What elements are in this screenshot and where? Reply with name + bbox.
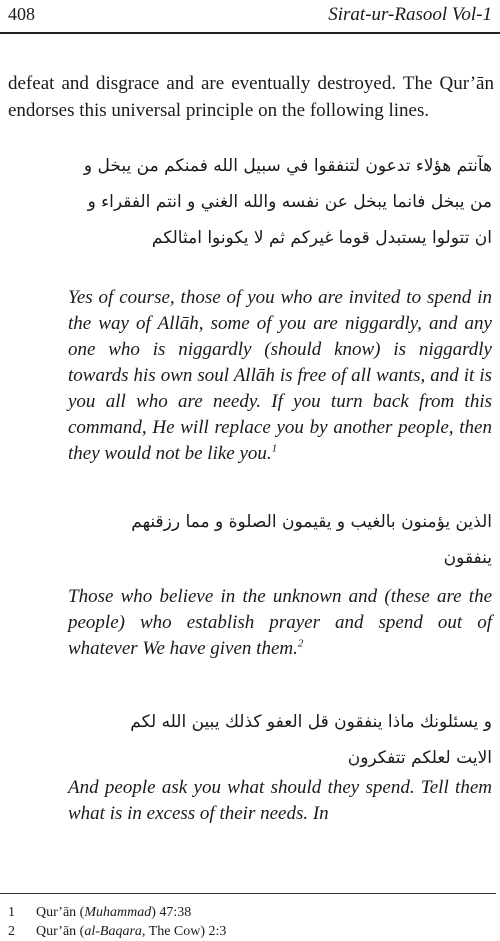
translation-3: And people ask you what should they spend. Tell them what is in excess of their needs. In: [68, 777, 492, 824]
page-number: 408: [8, 4, 35, 24]
footnote-source: al-Baqara,: [84, 924, 146, 939]
arabic-verse-3: [68, 704, 492, 776]
intro-paragraph: defeat and disgrace and are eventually destroyed. The Qur’ān endorses this universal principle on the following lines.: [8, 73, 494, 121]
translation-1: [68, 285, 492, 467]
translation-2: [68, 584, 492, 662]
arabic-line: ينفقون: [443, 548, 492, 568]
arabic-line: هآنتم هؤلاء تدعون لتنفقوا في سبيل الله فمنكم من يبخل و: [83, 156, 492, 176]
footnote-source: Muhammad: [84, 905, 152, 920]
arabic-line: الذين يؤمنون بالغيب و يقيمون الصلوة و مما رزقنهم: [131, 512, 492, 532]
arabic-verse-2: [68, 504, 492, 576]
translation-text: Those who believe in the unknown and (these are the people) who establish prayer and spend out of whatever We have given them.: [68, 586, 492, 659]
footnote-rule: [0, 893, 496, 894]
footnotes: [8, 903, 488, 941]
arabic-line: من يبخل فانما يبخل عن نفسه والله الغني و انتم الفقراء و: [87, 192, 492, 212]
footnote-text: [36, 903, 191, 922]
footnote-suffix: ) 47:38: [151, 905, 192, 920]
footnote-ref: 1: [271, 442, 278, 455]
page-header: [0, 0, 500, 42]
footnote-number: 2: [8, 924, 15, 939]
arabic-verse-1: [68, 148, 492, 256]
footnote: [8, 903, 488, 922]
footnote-number: 1: [8, 905, 15, 920]
footnote-ref: 2: [297, 637, 304, 650]
translation-text: Yes of course, those of you who are invited to spend in the way of Allāh, some of you are niggardly, and any one who is niggardly (should know) is niggardly towards his own soul Allāh is free of all wants, and it is you all who are needy. If you turn back from this command, He will replace you by another people, then they would not be like you.: [68, 287, 492, 464]
arabic-line: و يسئلونك ماذا ينفقون قل العفو كذلك يبين الله لكم: [130, 712, 492, 732]
footnote: [8, 922, 488, 941]
footnote-text: [36, 922, 226, 941]
running-title: Sirat-ur-Rasool Vol-1: [328, 4, 492, 25]
footnote-suffix: The Cow) 2:3: [145, 924, 227, 939]
arabic-line: ان تتولوا يستبدل قوما غيركم ثم لا يكونوا امثالكم: [151, 228, 492, 248]
header-rule: [0, 32, 500, 34]
footnote-prefix: Qur’ān (: [36, 924, 85, 939]
footnote-prefix: Qur’ān (: [36, 905, 85, 920]
arabic-line: الايت لعلكم تتفكرون: [347, 748, 492, 768]
